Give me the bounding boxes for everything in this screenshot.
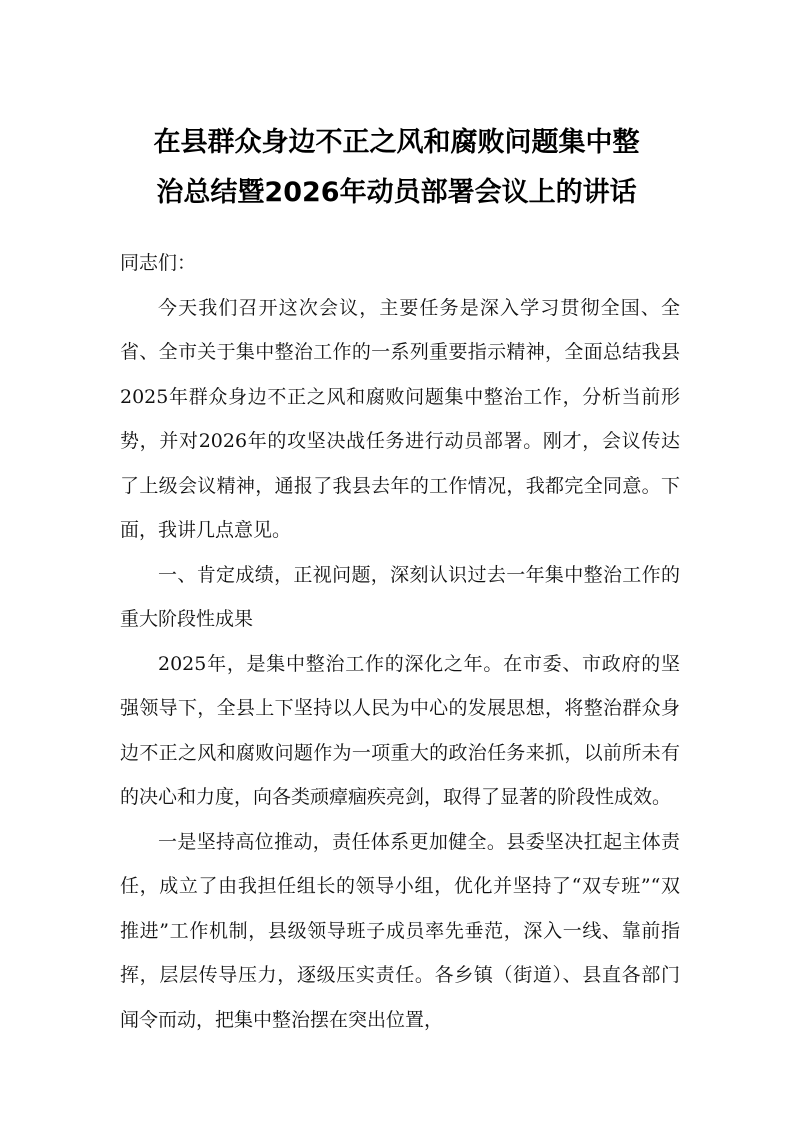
salutation: 同志们： <box>120 252 197 274</box>
document-title <box>100 118 693 218</box>
paragraph-point-one: 一是坚持高位推动，责任体系更加健全。县委坚决扛起主体责任，成立了由我担任组长的领导小组，优化并坚持了“双专班”“双推进”工作机制，县级领导班子成员率先垂范，深入一线、靠前指挥，层层传导压力，逐级压实责任。各乡镇（街道）、县直各部门闻令而动，把集中整治摆在突出位置， <box>120 830 680 1031</box>
section-heading-1: 一、肯定成绩，正视问题，深刻认识过去一年集中整治工作的重大阶段性成果 <box>120 563 680 630</box>
paragraph-2025-summary: 2025年，是集中整治工作的深化之年。在市委、市政府的坚强领导下，全县上下坚持以人民为中心的发展思想，将整治群众身边不正之风和腐败问题作为一项重大的政治任务来抓，以前所未有的决心和力度，向各类顽瘴痼疾亮剑，取得了显著的阶段性成效。 <box>120 652 680 808</box>
title-line-1: 在县群众身边不正之风和腐败问题集中整 <box>153 127 640 158</box>
document-body <box>120 241 680 1042</box>
paragraph-intro: 今天我们召开这次会议，主要任务是深入学习贯彻全国、全省、全市关于集中整治工作的一系列重要指示精神，全面总结我县2025年群众身边不正之风和腐败问题集中整治工作，分析当前形势，并对2026年的攻坚决战任务进行动员部署。刚才，会议传达了上级会议精神，通报了我县去年的工作情况，我都完全同意。下面，我讲几点意见。 <box>120 296 680 541</box>
title-line-2: 治总结暨2026年动员部署会议上的讲话 <box>156 177 637 208</box>
